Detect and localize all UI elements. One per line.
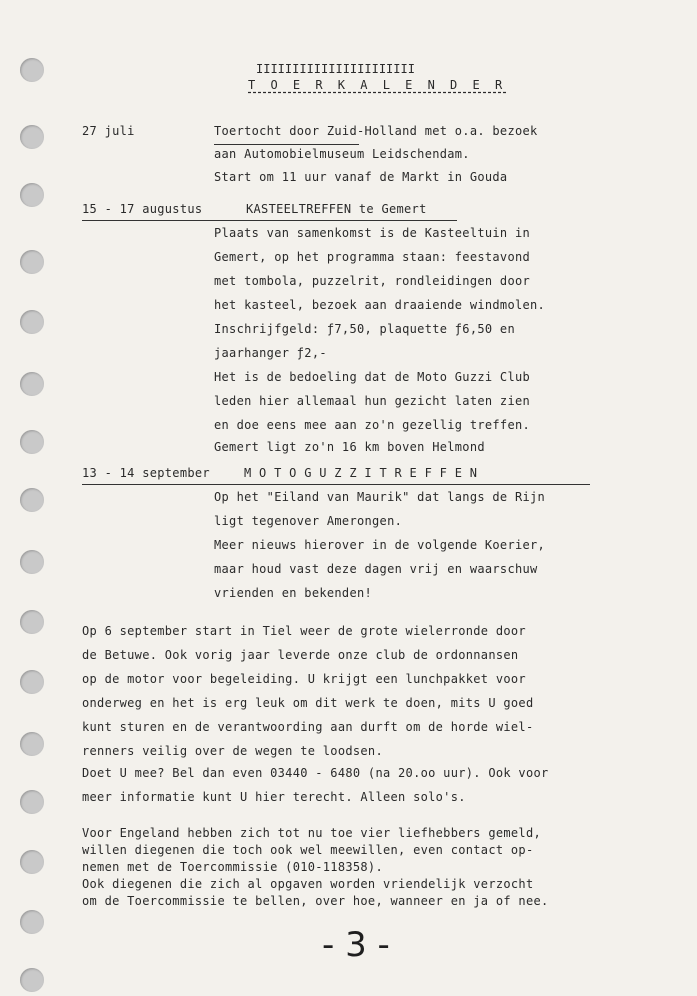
punch-hole: [20, 670, 44, 694]
punch-hole: [20, 58, 44, 82]
header-rule: IIIIIIIIIIIIIIIIIIIIII: [256, 62, 415, 76]
punch-hole: [20, 488, 44, 512]
paragraph-line: om de Toercommissie te bellen, over hoe, wanneer en ja of nee.: [82, 894, 549, 908]
entry-line: Op het "Eiland van Maurik" dat langs de Rijn: [214, 490, 546, 504]
divider: [82, 220, 457, 221]
entry-line: maar houd vast deze dagen vrij en waarschuw: [214, 562, 538, 576]
entry-heading: M O T O G U Z Z I T R E F F E N: [244, 466, 478, 480]
entry-line: Inschrijfgeld: ƒ7,50, plaquette ƒ6,50 en: [214, 322, 515, 336]
entry-line: Het is de bedoeling dat de Moto Guzzi Club: [214, 370, 531, 384]
paragraph-line: renners veilig over de wegen te loodsen.: [82, 744, 383, 758]
entry-line: jaarhanger ƒ2,-: [214, 346, 327, 360]
paragraph-line: nemen met de Toercommissie (010-118358).: [82, 860, 383, 874]
punch-hole: [20, 430, 44, 454]
paragraph-line: op de motor voor begeleiding. U krijgt een lunchpakket voor: [82, 672, 526, 686]
punch-hole: [20, 183, 44, 207]
entry-line: Toertocht door Zuid-Holland met o.a. bezoek: [214, 124, 538, 138]
entry-line: Gemert ligt zo'n 16 km boven Helmond: [214, 440, 485, 454]
page-title: T O E R K A L E N D E R: [248, 78, 507, 92]
paragraph-line: Op 6 september start in Tiel weer de grote wielerronde door: [82, 624, 526, 638]
divider: [82, 484, 590, 485]
punch-hole: [20, 968, 44, 992]
entry-heading: KASTEELTREFFEN te Gemert: [246, 202, 427, 216]
paragraph-line: kunt sturen en de verantwoording aan durft om de horde wiel-: [82, 720, 534, 734]
paragraph-line: de Betuwe. Ook vorig jaar leverde onze club de ordonnansen: [82, 648, 519, 662]
page-number: - 3 -: [322, 925, 390, 965]
punch-hole: [20, 910, 44, 934]
paragraph-line: Ook diegenen die zich al opgaven worden vriendelijk verzocht: [82, 877, 534, 891]
paragraph-line: Voor Engeland hebben zich tot nu toe vier liefhebbers gemeld,: [82, 826, 542, 840]
entry-line: Plaats van samenkomst is de Kasteeltuin in: [214, 226, 531, 240]
entry-line: leden hier allemaal hun gezicht laten zien: [214, 394, 531, 408]
paragraph-line: willen diegenen die toch ook wel meewillen, even contact op-: [82, 843, 534, 857]
divider: [214, 144, 359, 145]
entry-line: ligt tegenover Amerongen.: [214, 514, 403, 528]
punch-hole: [20, 850, 44, 874]
punch-hole: [20, 250, 44, 274]
paragraph-line: meer informatie kunt U hier terecht. Alleen solo's.: [82, 790, 466, 804]
entry-date: 13 - 14 september: [82, 466, 210, 480]
entry-line: Gemert, op het programma staan: feestavond: [214, 250, 531, 264]
entry-line: Start om 11 uur vanaf de Markt in Gouda: [214, 170, 508, 184]
entry-line: aan Automobielmuseum Leidschendam.: [214, 147, 470, 161]
entry-date: 15 - 17 augustus: [82, 202, 203, 216]
punch-hole: [20, 310, 44, 334]
entry-line: Meer nieuws hierover in de volgende Koerier,: [214, 538, 546, 552]
entry-line: met tombola, puzzelrit, rondleidingen door: [214, 274, 531, 288]
entry-line: vrienden en bekenden!: [214, 586, 373, 600]
entry-line: het kasteel, bezoek aan draaiende windmolen.: [214, 298, 546, 312]
paragraph-line: Doet U mee? Bel dan even 03440 - 6480 (na 20.oo uur). Ook voor: [82, 766, 549, 780]
punch-hole: [20, 125, 44, 149]
punch-hole: [20, 790, 44, 814]
punch-hole: [20, 610, 44, 634]
paragraph-line: onderweg en het is erg leuk om dit werk te doen, mits U goed: [82, 696, 534, 710]
entry-line: en doe eens mee aan zo'n gezellig treffen.: [214, 418, 531, 432]
entry-date: 27 juli: [82, 124, 135, 138]
punch-hole: [20, 372, 44, 396]
punch-hole: [20, 732, 44, 756]
punch-hole: [20, 550, 44, 574]
